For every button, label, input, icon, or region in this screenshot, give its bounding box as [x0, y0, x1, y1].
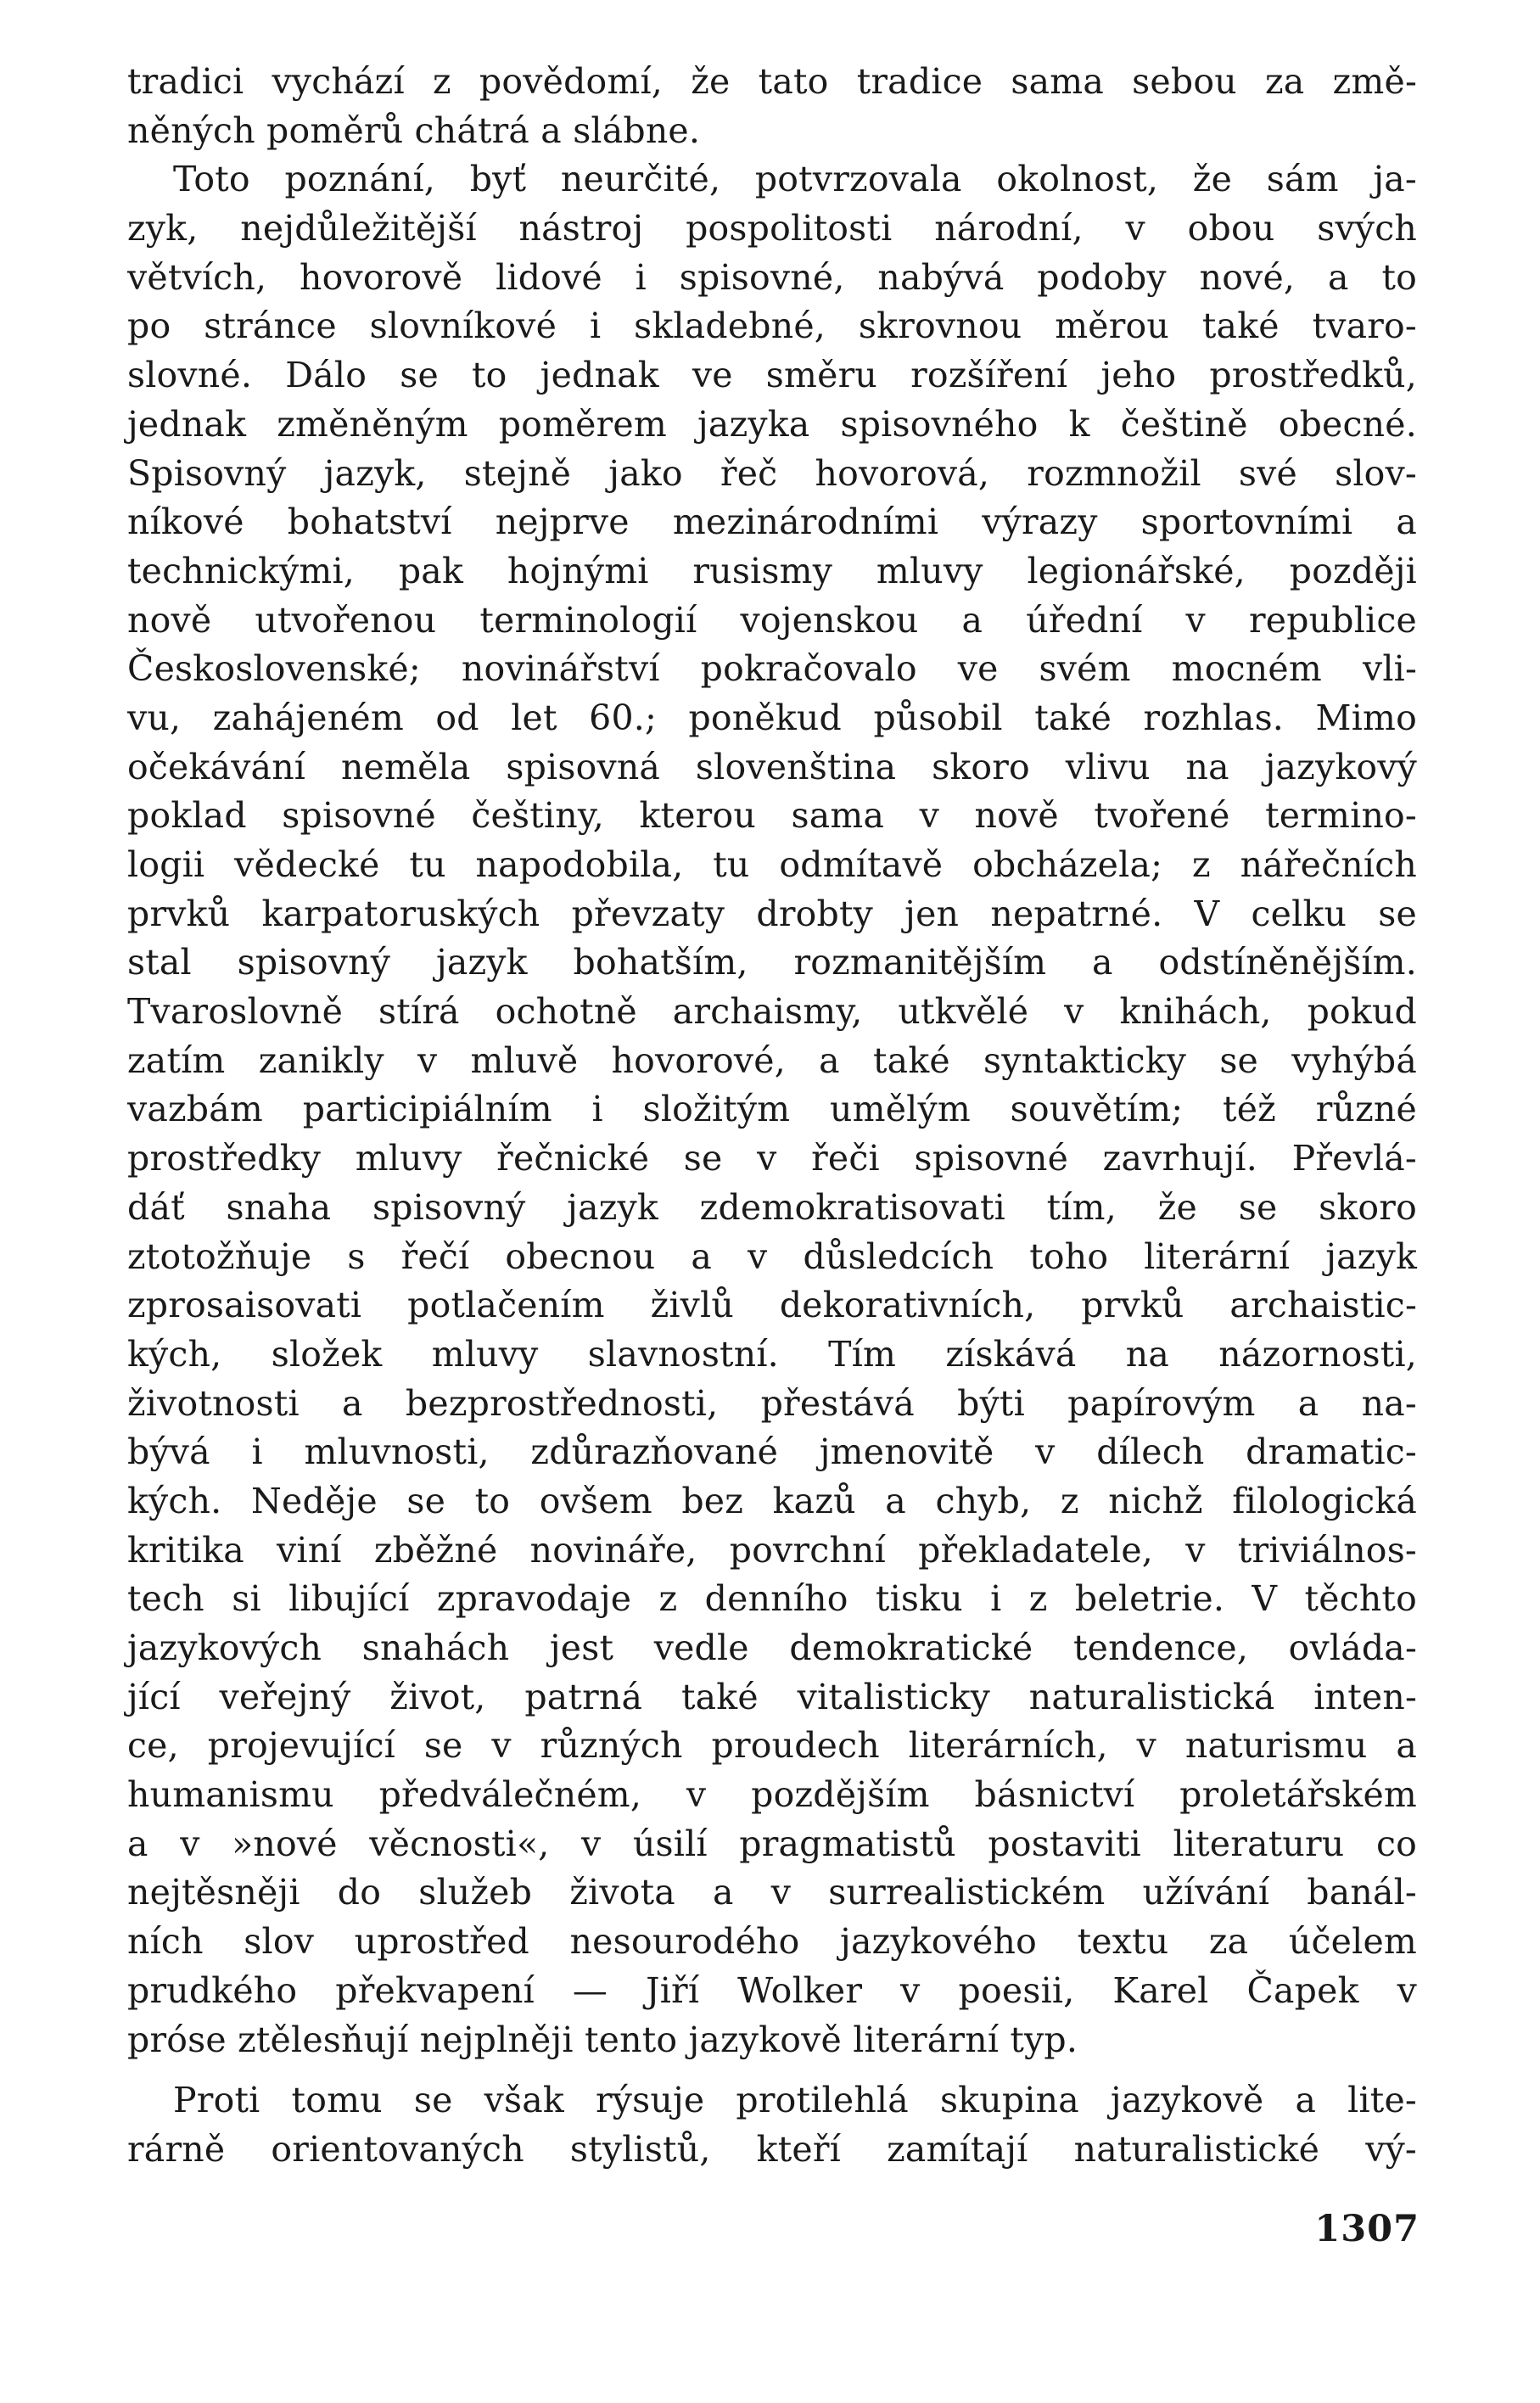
text-line: logii vědecké tu napodobila, tu odmítavě obcházela; z nářečních: [127, 844, 1417, 885]
text-line: stal spisovný jazyk bohatším, rozmanitějším a odstíněnějším.: [127, 942, 1417, 983]
text-line: životnosti a bezprostřednosti, přestává býti papírovým a na-: [127, 1382, 1417, 1424]
paragraph-2: [127, 155, 1417, 2064]
text-line: kých, složek mluvy slavnostní. Tím získává na názornosti,: [127, 1333, 1417, 1375]
text-line: níkové bohatství nejprve mezinárodními výrazy sportovními a: [127, 501, 1417, 543]
body-text: [127, 58, 1417, 2175]
text-line: prudkého překvapení — Jiří Wolker v poesii, Karel Čapek v: [127, 1969, 1417, 2011]
text-line: ních slov uprostřed nesourodého jazykového textu za účelem: [127, 1921, 1417, 1963]
text-line: ce, projevující se v různých proudech literárních, v naturismu a: [127, 1725, 1417, 1767]
text-line: něných poměrů chátrá a slábne.: [127, 109, 701, 151]
text-line: Toto poznání, byť neurčité, potvrzovala okolnost, že sám ja-: [173, 159, 1417, 200]
text-line: dáť snaha spisovný jazyk zdemokratisovati tím, že se skoro: [127, 1186, 1417, 1228]
text-line: prostředky mluvy řečnické se v řeči spisovné zavrhují. Převlá-: [127, 1138, 1417, 1179]
text-line: zatím zanikly v mluvě hovorové, a také syntakticky se vyhýbá: [127, 1039, 1417, 1081]
text-line: větvích, hovorově lidové i spisovné, nabývá podoby nové, a to: [127, 256, 1417, 298]
text-line: zprosaisovati potlačením živlů dekorativních, prvků archaistic-: [127, 1285, 1417, 1326]
text-line: a v »nové věcnosti«, v úsilí pragmatistů postaviti literaturu co: [127, 1823, 1417, 1864]
text-line: tradici vychází z povědomí, že tato tradice sama sebou za změ-: [127, 61, 1417, 102]
text-line: nově utvořenou terminologií vojenskou a úřední v republice: [127, 599, 1417, 641]
text-line: prvků karpatoruských převzaty drobty jen nepatrné. V celku se: [127, 893, 1417, 934]
paragraph-3: [127, 2076, 1417, 2174]
text-line: jednak změněným poměrem jazyka spisovného k češtině obecné.: [127, 403, 1417, 445]
text-line: kých. Neděje se to ovšem bez kazů a chyb, z nichž filologická: [127, 1480, 1417, 1521]
text-line: humanismu předválečném, v pozdějším básnictví proletářském: [127, 1774, 1417, 1816]
text-line: kritika viní zběžné novináře, povrchní překladatele, v triviálnos-: [127, 1529, 1417, 1571]
text-line: vazbám participiálním i složitým umělým souvětím; též různé: [127, 1089, 1417, 1130]
text-line: technickými, pak hojnými rusismy mluvy legionářské, později: [127, 550, 1417, 591]
text-line: očekávání neměla spisovná slovenština skoro vlivu na jazykový: [127, 746, 1417, 787]
text-line: zyk, nejdůležitější nástroj pospolitosti národní, v obou svých: [127, 208, 1417, 249]
text-line: próse ztělesňují nejplněji tento jazykově literární typ.: [127, 2019, 1078, 2060]
paragraph-1: [127, 58, 1417, 155]
text-line: vu, zahájeném od let 60.; poněkud působil také rozhlas. Mimo: [127, 697, 1417, 738]
text-line: jazykových snahách jest vedle demokratické tendence, ovláda-: [127, 1627, 1417, 1668]
text-line: jící veřejný život, patrná také vitalisticky naturalistická inten-: [127, 1676, 1417, 1717]
text-line: poklad spisovné češtiny, kterou sama v nově tvořené termino-: [127, 795, 1417, 837]
text-line: slovné. Dálo se to jednak ve směru rozšíření jeho prostředků,: [127, 355, 1417, 396]
text-line: tech si libující zpravodaje z denního tisku i z beletrie. V těchto: [127, 1578, 1417, 1620]
text-line: rárně orientovaných stylistů, kteří zamítají naturalistické vý-: [127, 2128, 1417, 2170]
text-line: nejtěsněji do služeb života a v surrealistickém užívání banál-: [127, 1872, 1417, 1913]
text-line: po stránce slovníkové i skladebné, skrovnou měrou také tvaro-: [127, 305, 1417, 347]
text-line: Tvaroslovně stírá ochotně archaismy, utkvělé v knihách, pokud: [127, 991, 1417, 1033]
page-number: 1307: [1314, 2208, 1420, 2250]
text-line: bývá i mluvnosti, zdůrazňované jmenovitě v dílech dramatic-: [127, 1431, 1417, 1473]
text-line: Československé; novinářství pokračovalo ve svém mocném vli-: [127, 648, 1417, 690]
text-line: ztotožňuje s řečí obecnou a v důsledcích toho literární jazyk: [127, 1235, 1417, 1277]
text-line: Proti tomu se však rýsuje protilehlá skupina jazykově a lite-: [173, 2080, 1417, 2121]
text-line: Spisovný jazyk, stejně jako řeč hovorová, rozmnožil své slov-: [127, 452, 1417, 494]
